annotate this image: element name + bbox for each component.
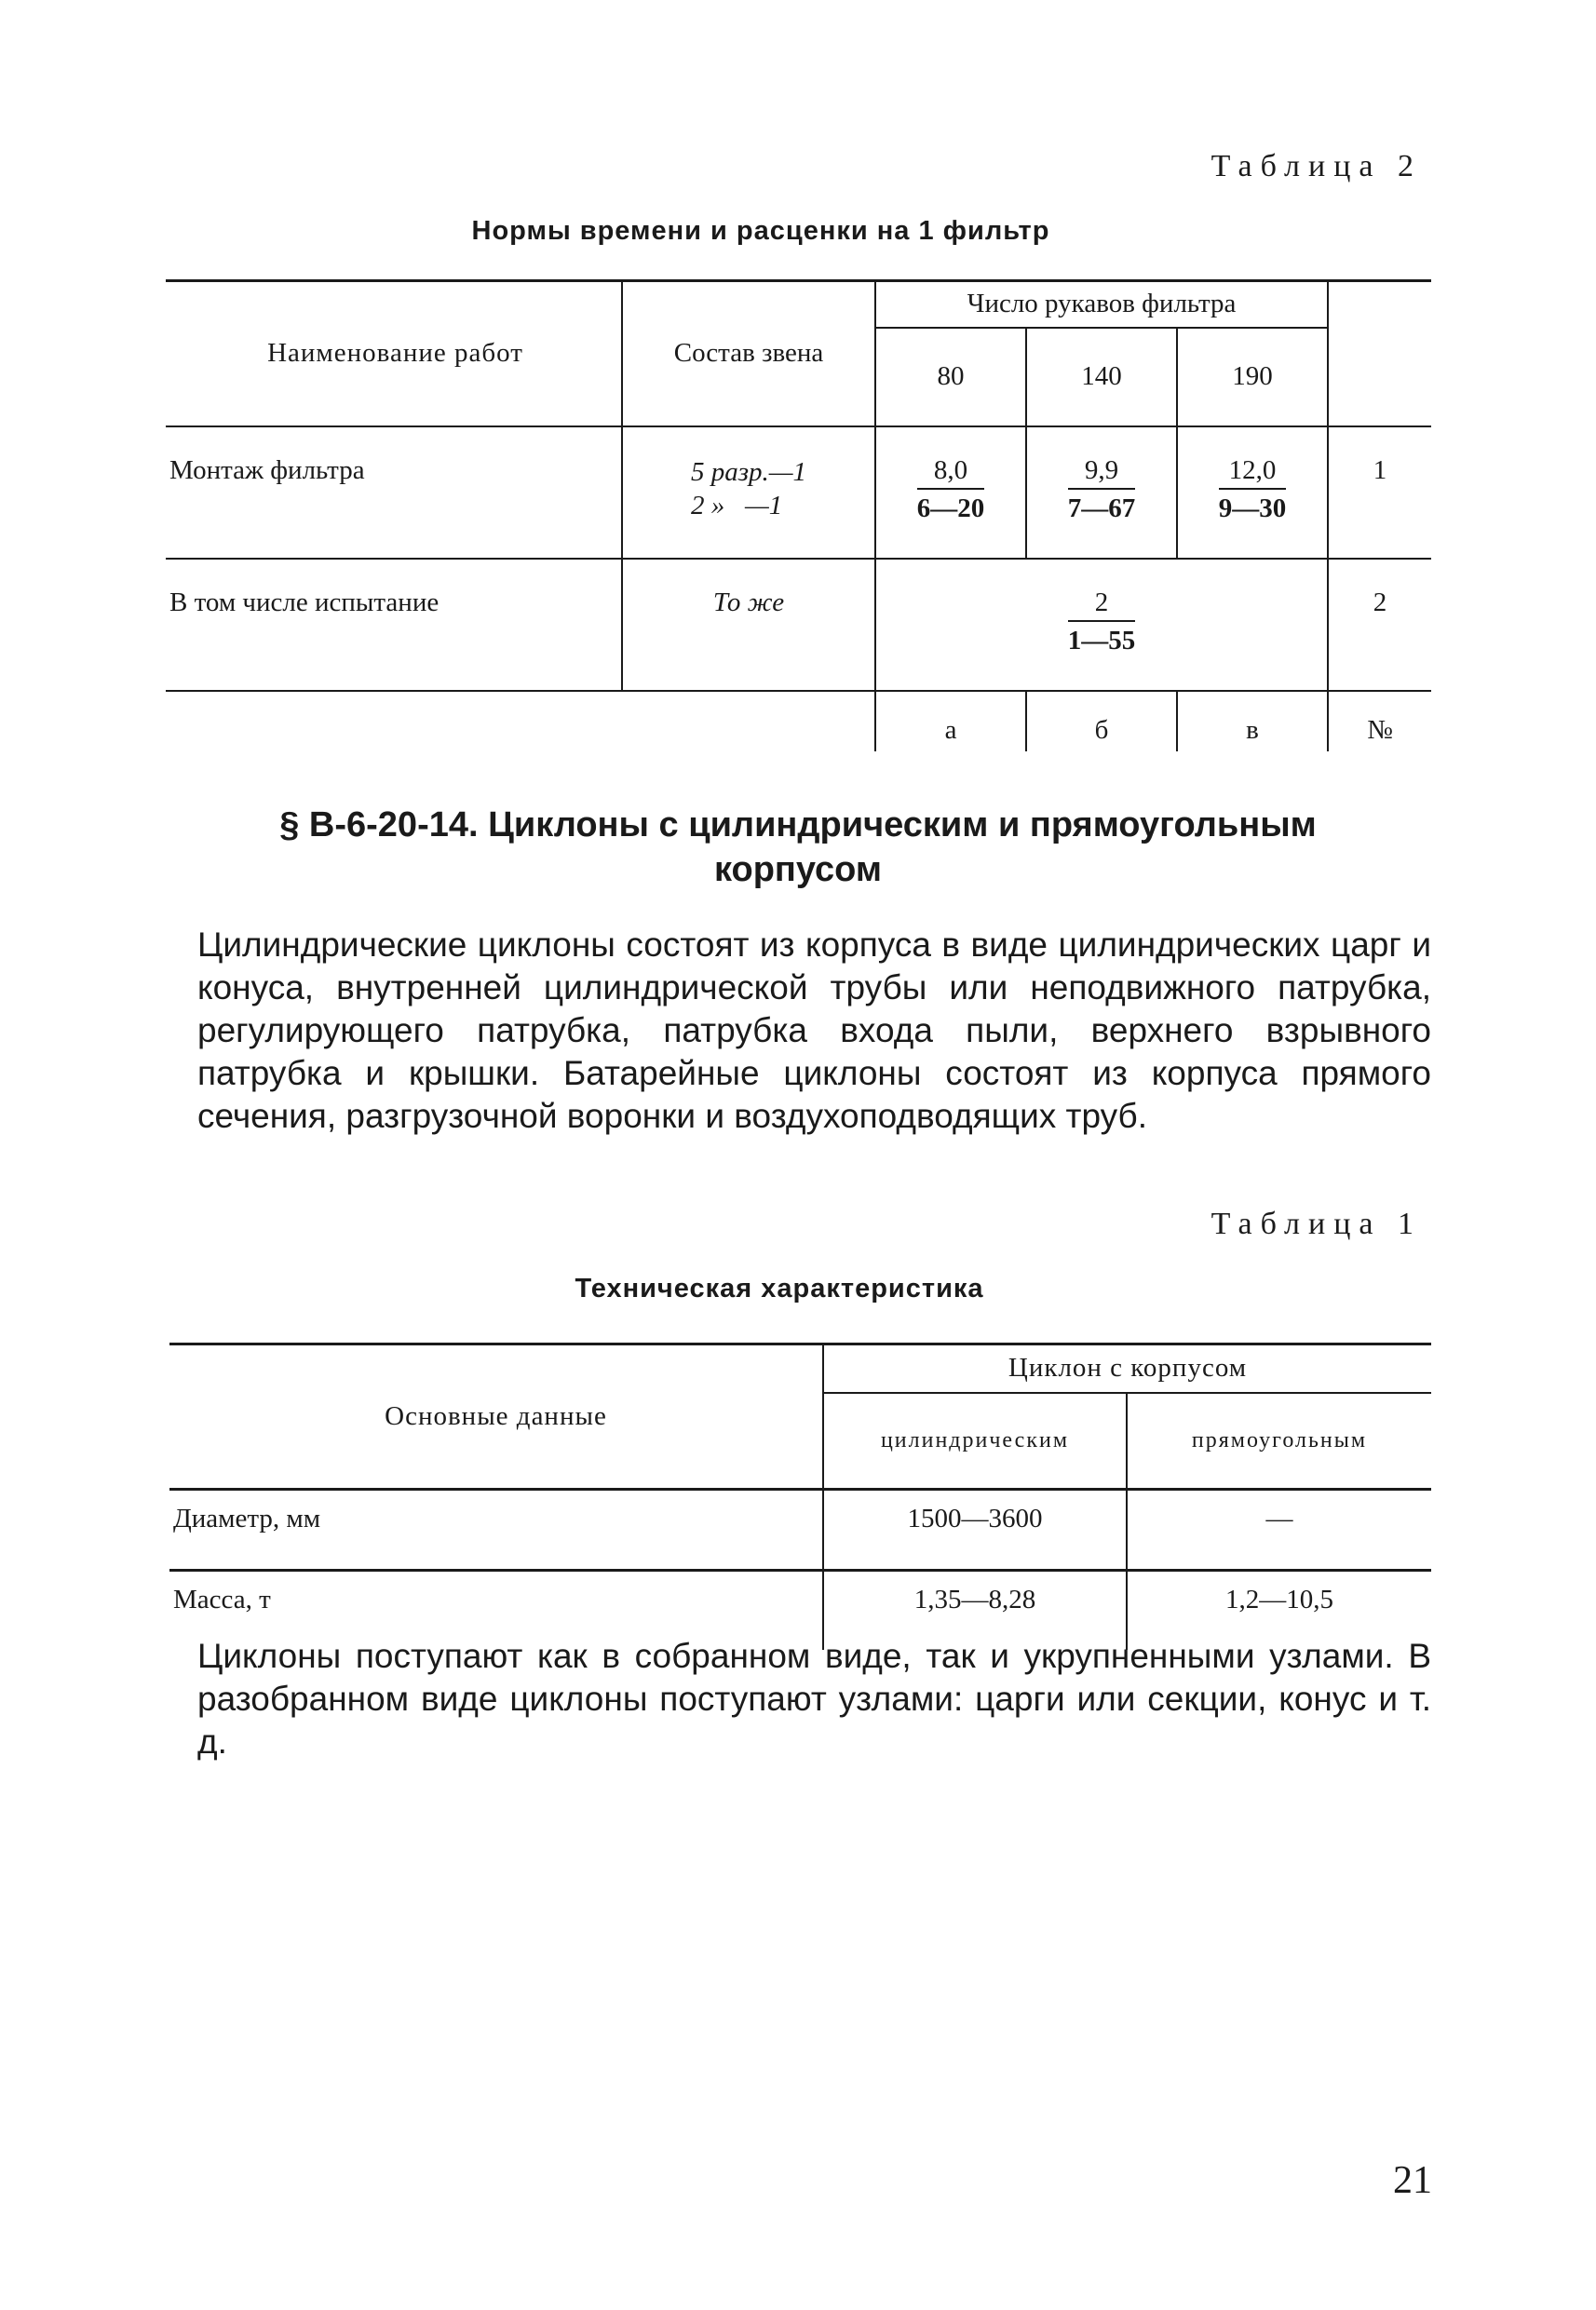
crew-composition: 5 разр.—1 2 » —1 <box>690 456 807 520</box>
value-cylindrical: 1,35—8,28 <box>823 1571 1127 1651</box>
row-name: В том числе испытание <box>169 587 440 617</box>
header-col-80: 80 <box>875 328 1026 426</box>
index-c: в <box>1177 691 1328 751</box>
header-sleeves: Число рукавов фильтра <box>875 281 1328 328</box>
value-rectangular: 1,2—10,5 <box>1127 1571 1431 1651</box>
header-cyclone: Циклон с корпусом <box>823 1344 1431 1393</box>
header-basic-data: Основные данные <box>385 1401 607 1431</box>
paragraph-delivery: Циклоны поступают как в собранном виде, так и укрупненными узлами. В разобранном виде циклоны поступают узлами: царги или секции, конус и т. д. <box>197 1637 1431 1761</box>
row-number: 2 <box>1373 587 1387 617</box>
value-190: $\frac{12,0}{9—30}$ <box>1218 454 1287 523</box>
table-row <box>166 559 1431 691</box>
table1 <box>169 1343 1431 1650</box>
paragraph-description: Цилиндрические циклоны состоят из корпуса в виде цилиндрических царг и конуса, внутренней цилиндрической трубы или неподвижного патрубка, регулирующего патрубка, патрубка входа пыли, верхнего взрывного патрубка и крышки. Батарейные циклоны состоят из корпуса прямого сечения, разгрузочной воронки и воздухоподводящих труб. <box>197 925 1431 1135</box>
value-80: $\frac{8,0}{6—20}$ <box>916 454 985 523</box>
row-number: 1 <box>1373 454 1387 485</box>
value-rectangular: — <box>1127 1490 1431 1571</box>
row-name: Диаметр, мм <box>169 1490 823 1571</box>
table2-caption: Таблица 2 <box>1211 149 1422 183</box>
table-row <box>169 1490 1431 1571</box>
value-cylindrical: 1500—3600 <box>823 1490 1127 1571</box>
table1-title: Техническая характеристика <box>575 1274 984 1304</box>
header-work-name: Наименование работ <box>267 338 523 369</box>
crew-composition: То же <box>712 587 785 617</box>
header-col-190: 190 <box>1177 328 1328 426</box>
table-row <box>166 426 1431 559</box>
header-col-140: 140 <box>1026 328 1177 426</box>
table1-caption: Таблица 1 <box>1211 1207 1422 1241</box>
header-cylindrical: цилиндрическим <box>823 1393 1127 1490</box>
index-row <box>166 691 1431 751</box>
row-name: Монтаж фильтра <box>169 454 365 485</box>
index-a: а <box>875 691 1026 751</box>
header-crew: Состав звена <box>622 281 875 426</box>
header-rectangular: прямоугольным <box>1127 1393 1431 1490</box>
table2-title: Нормы времени и расценки на 1 фильтр <box>471 216 1050 246</box>
page-number: 21 <box>1393 2159 1432 2202</box>
index-b: б <box>1026 691 1177 751</box>
row-name: Масса, т <box>169 1571 823 1651</box>
table2 <box>166 279 1431 751</box>
section-heading: § В-6-20-14. Циклоны с цилиндрическим и прямоугольным корпусом <box>279 805 1317 889</box>
value-140: $\frac{9,9}{7—67}$ <box>1067 454 1136 523</box>
value-merged: $\frac{2}{1—55}$ <box>1067 587 1136 655</box>
header-blank <box>1328 281 1431 426</box>
index-no: № <box>1328 691 1431 751</box>
